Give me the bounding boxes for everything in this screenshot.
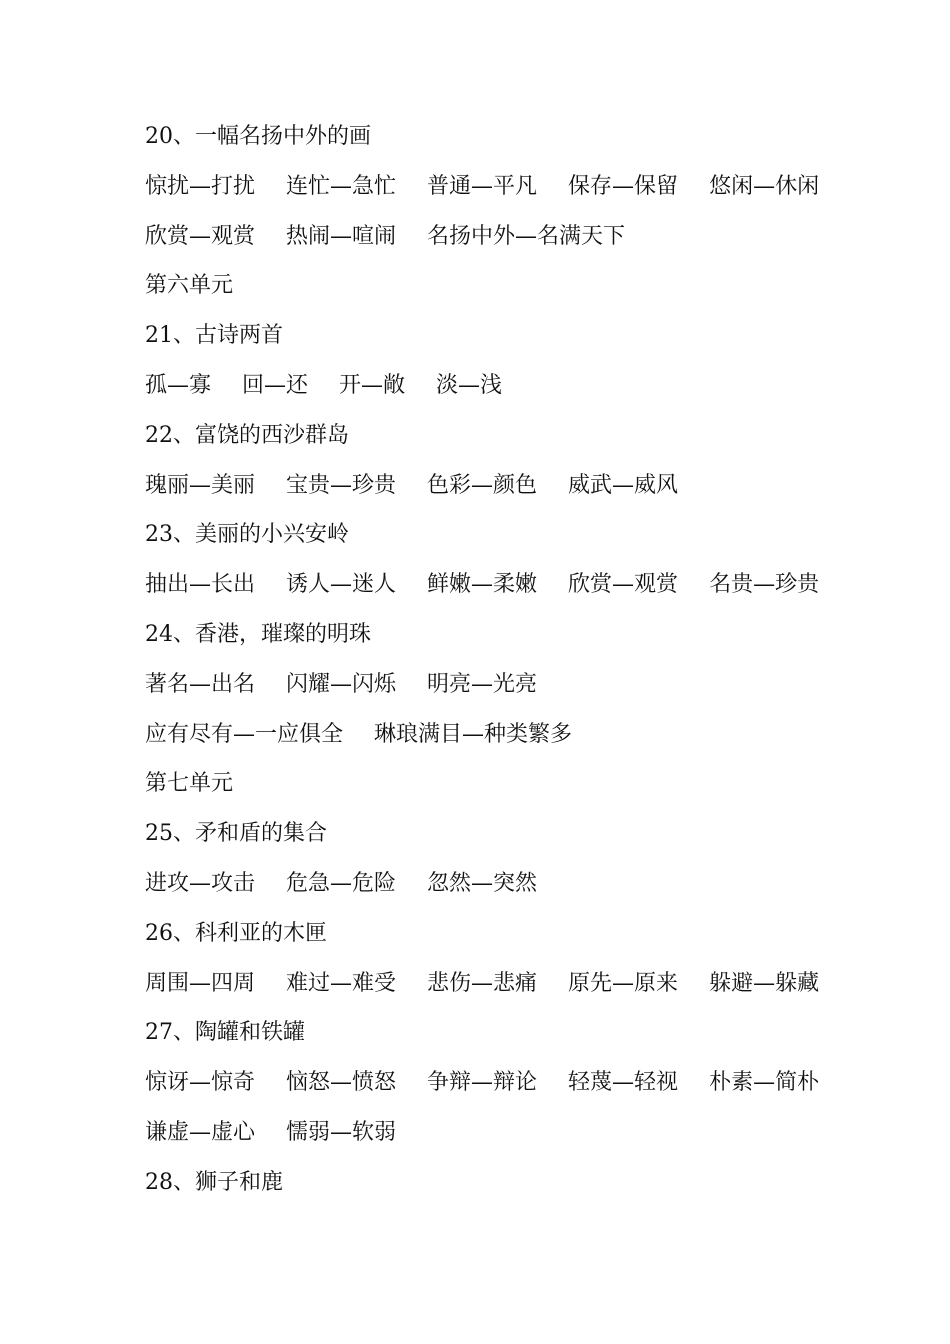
synonym-pair: 悠闲—休闲 <box>709 173 820 199</box>
synonym-pair: 难过—难受 <box>286 970 397 996</box>
synonym-row <box>145 710 905 760</box>
lesson-heading: 27、陶罐和铁罐 <box>145 1020 305 1046</box>
synonym-row <box>145 212 905 262</box>
synonym-row <box>145 361 905 411</box>
synonym-pair: 保存—保留 <box>568 173 679 199</box>
synonym-pair: 鲜嫩—柔嫩 <box>427 572 538 598</box>
synonym-pair: 原先—原来 <box>568 970 679 996</box>
synonym-row <box>145 859 905 909</box>
synonym-pair: 懦弱—软弱 <box>286 1119 397 1145</box>
synonym-pair: 悲伤—悲痛 <box>427 970 538 996</box>
lesson-heading: 28、狮子和鹿 <box>145 1169 283 1195</box>
synonym-pair: 淡—浅 <box>436 372 503 398</box>
lesson-heading: 20、一幅名扬中外的画 <box>145 124 371 149</box>
synonym-pair: 色彩—颜色 <box>427 472 538 498</box>
lesson-heading: 25、矛和盾的集合 <box>145 821 327 847</box>
synonym-pair: 回—还 <box>242 372 309 398</box>
synonym-row <box>145 1108 905 1158</box>
synonym-pair: 普通—平凡 <box>427 173 538 199</box>
synonym-row <box>145 560 905 610</box>
synonym-pair: 欣赏—观赏 <box>145 223 256 249</box>
synonym-pair: 开—敞 <box>339 372 406 398</box>
synonym-pair: 危急—危险 <box>286 870 397 896</box>
synonym-pair: 朴素—简朴 <box>709 1070 820 1096</box>
synonym-row <box>145 660 905 710</box>
synonym-pair: 恼怒—愤怒 <box>286 1070 397 1096</box>
synonym-pair: 进攻—攻击 <box>145 870 256 896</box>
synonym-pair: 明亮—光亮 <box>427 671 538 697</box>
lesson-heading: 22、富饶的西沙群岛 <box>145 422 349 448</box>
document-page <box>145 112 905 1208</box>
synonym-pair: 惊扰—打扰 <box>145 173 256 199</box>
synonym-pair: 闪耀—闪烁 <box>286 671 397 697</box>
synonym-pair: 惊讶—惊奇 <box>145 1070 256 1096</box>
unit-heading: 第六单元 <box>145 273 234 299</box>
lesson-heading: 23、美丽的小兴安岭 <box>145 522 349 548</box>
synonym-pair: 欣赏—观赏 <box>568 572 679 598</box>
synonym-pair: 争辩—辩论 <box>427 1070 538 1096</box>
synonym-pair: 瑰丽—美丽 <box>145 472 256 498</box>
synonym-row <box>145 1058 905 1108</box>
synonym-pair: 名贵—珍贵 <box>709 572 820 598</box>
synonym-pair: 著名—出名 <box>145 671 256 697</box>
synonym-row <box>145 461 905 511</box>
synonym-pair: 应有尽有—一应俱全 <box>145 721 344 747</box>
synonym-pair: 谦虚—虚心 <box>145 1119 256 1145</box>
synonym-pair: 热闹—喧闹 <box>286 223 397 249</box>
lesson-heading: 21、古诗两首 <box>145 323 283 349</box>
synonym-pair: 诱人—迷人 <box>286 572 397 598</box>
unit-heading: 第七单元 <box>145 771 234 797</box>
synonym-pair: 抽出—长出 <box>145 572 256 598</box>
lesson-heading: 26、科利亚的木匣 <box>145 920 327 946</box>
synonym-pair: 轻蔑—轻视 <box>568 1070 679 1096</box>
synonym-pair: 琳琅满目—种类繁多 <box>374 721 573 747</box>
synonym-row <box>145 959 905 1009</box>
synonym-pair: 忽然—突然 <box>427 870 538 896</box>
synonym-pair: 宝贵—珍贵 <box>286 472 397 498</box>
synonym-pair: 连忙—急忙 <box>286 173 397 199</box>
synonym-pair: 威武—威风 <box>568 472 679 498</box>
synonym-pair: 孤—寡 <box>145 372 212 398</box>
lesson-heading: 24、香港，璀璨的明珠 <box>145 621 371 647</box>
synonym-row <box>145 162 905 212</box>
synonym-pair: 名扬中外—名满天下 <box>427 223 626 249</box>
synonym-pair: 周围—四周 <box>145 970 256 996</box>
synonym-pair: 躲避—躲藏 <box>709 970 820 996</box>
